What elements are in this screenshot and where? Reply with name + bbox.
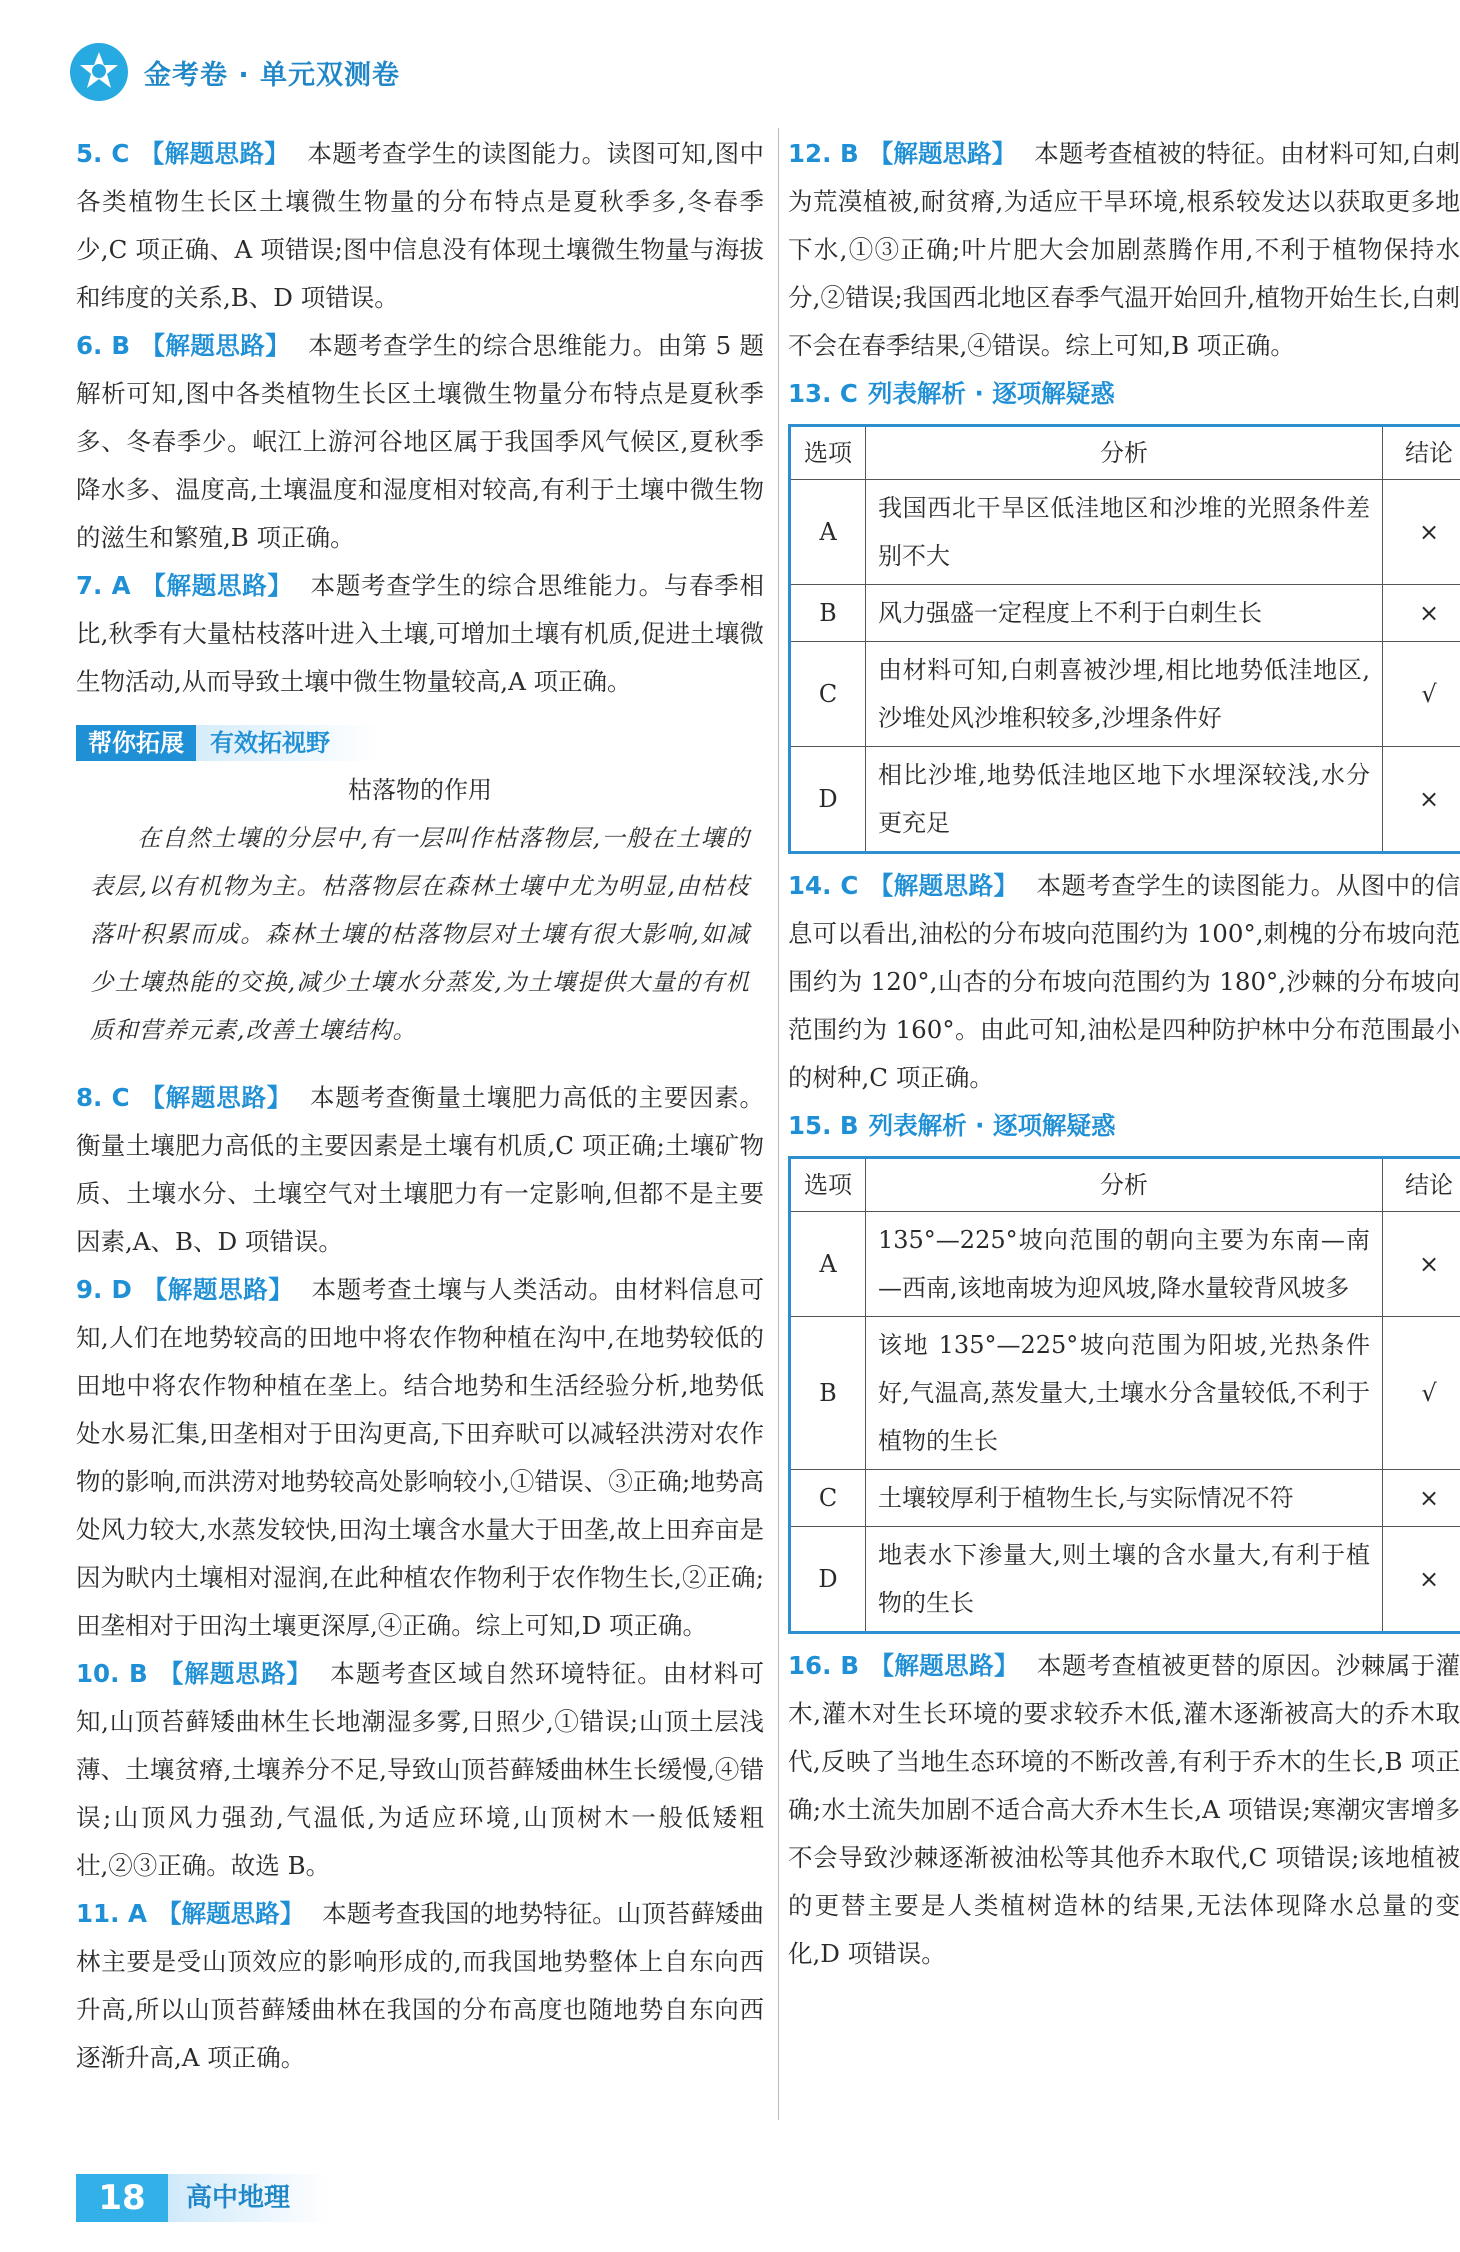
table-row: D 地表水下渗量大,则土壤的含水量大,有利于植物的生长 × (790, 1527, 1460, 1633)
table-row: D 相比沙堆,地势低洼地区地下水埋深较浅,水分更充足 × (790, 747, 1460, 853)
analysis-table-15 (788, 1156, 1460, 1634)
extension-subtitle: 有效拓视野 (196, 725, 380, 761)
table-row: A 我国西北干旱区低洼地区和沙堆的光照条件差别不大 × (790, 480, 1460, 585)
page-footer (76, 2168, 330, 2228)
page-header (70, 44, 400, 100)
table-row: B 该地 135°—225°坡向范围为阳坡,光热条件好,气温高,蒸发量大,土壤水分含量较低,不利于植物的生长 √ (790, 1317, 1460, 1470)
extension-title: 枯落物的作用 (348, 776, 492, 804)
table-row: B 风力强盛一定程度上不利于白刺生长 × (790, 585, 1460, 642)
brand-title: 金考卷 · 单元双测卷 (144, 59, 401, 91)
answer-13-heading: 13. C 列表解析 · 逐项解疑惑 (788, 379, 1115, 408)
answer-9: 9. D 【解题思路】 本题考查土壤与人类活动。由材料信息可知,人们在地势较高的田地中将农作物种植在沟中,在地势较低的田地中将农作物种植在垄上。结合地势和生活经验分析,地势低处水易汇集,田垄相对于田沟更高,下田弃畎可以减轻洪涝对农作物的影响,而洪涝对地势较高处影响较小,①错误、③正确;地势高处风力较大,水蒸发较快,田沟土壤含水量大于田垄,故上田弃亩是因为畎内土壤相对湿润,在此种植农作物利于农作物生长,②正确;田垄相对于田沟土壤更深厚,④正确。综上可知,D 项正确。 (76, 1275, 765, 1640)
table-row: A 135°—225°坡向范围的朝向主要为东南—南—西南,该地南坡为迎风坡,降水量较背风坡多 × (790, 1212, 1460, 1317)
table-row: C 由材料可知,白刺喜被沙埋,相比地势低洼地区,沙堆处风沙堆积较多,沙埋条件好 √ (790, 642, 1460, 747)
logo-icon (70, 43, 128, 101)
left-column (76, 130, 764, 2082)
page-number: 18 (76, 2174, 168, 2222)
answer-10: 10. B 【解题思路】 本题考查区域自然环境特征。由材料可知,山顶苔藓矮曲林生长地潮湿多雾,日照少,①错误;山顶土层浅薄、土壤贫瘠,土壤养分不足,导致山顶苔藓矮曲林生长缓慢,④错误;山顶风力强劲,气温低,为适应环境,山顶树木一般低矮粗壮,②③正确。故选 B。 (76, 1659, 765, 1880)
answer-5: 5. C 【解题思路】 本题考查学生的读图能力。读图可知,图中各类植物生长区土壤微生物量的分布特点是夏秋季多,冬春季少,C 项正确、A 项错误;图中信息没有体现土壤微生物量与海拔和纬度的关系,B、D 项错误。 (76, 139, 765, 312)
answer-12: 12. B 【解题思路】 本题考查植被的特征。由材料可知,白刺为荒漠植被,耐贫瘠,为适应干旱环境,根系较发达以获取更多地下水,①③正确;叶片肥大会加剧蒸腾作用,不利于植物保持水分,②错误;我国西北地区春季气温开始回升,植物开始生长,白刺不会在春季结果,④错误。综上可知,B 项正确。 (788, 139, 1460, 360)
table-row: C 土壤较厚利于植物生长,与实际情况不符 × (790, 1470, 1460, 1527)
extension-tag: 帮你拓展 (76, 725, 196, 761)
table-header-row: 选项 分析 结论 (790, 426, 1460, 480)
answer-14: 14. C 【解题思路】 本题考查学生的读图能力。从图中的信息可以看出,油松的分布坡向范围约为 100°,刺槐的分布坡向范围约为 120°,山杏的分布坡向范围约为 180°,沙棘的分布坡向范围约为 160°。由此可知,油松是四种防护林中分布范围最小的树种,C 项正确。 (788, 871, 1460, 1092)
table-header-row: 选项 分析 结论 (790, 1158, 1460, 1212)
answer-8: 8. C 【解题思路】 本题考查衡量土壤肥力高低的主要因素。衡量土壤肥力高低的主要因素是土壤有机质,C 项正确;土壤矿物质、土壤水分、土壤空气对土壤肥力有一定影响,但都不是主要因素,A、B、D 项错误。 (76, 1083, 765, 1256)
extension-body: 在自然土壤的分层中,有一层叫作枯落物层,一般在土壤的表层,以有机物为主。枯落物层在森林土壤中尤为明显,由枯枝落叶积累而成。森林土壤的枯落物层对土壤有很大影响,如减少土壤热能的交换,减少土壤水分蒸发,为土壤提供大量的有机质和营养元素,改善土壤结构。 (90, 824, 750, 1044)
column-divider (778, 128, 779, 2120)
analysis-table-13 (788, 424, 1460, 854)
extension-header (76, 724, 764, 762)
answer-6: 6. B 【解题思路】 本题考查学生的综合思维能力。由第 5 题解析可知,图中各类植物生长区土壤微生物量分布特点是夏秋季多、冬春季少。岷江上游河谷地区属于我国季风气候区,夏秋季降水多、温度高,土壤温度和湿度相对较高,有利于土壤中微生物的滋生和繁殖,B 项正确。 (76, 331, 764, 552)
answer-15-heading: 15. B 列表解析 · 逐项解疑惑 (788, 1111, 1116, 1140)
answer-11: 11. A 【解题思路】 本题考查我国的地势特征。山顶苔藓矮曲林主要是受山顶效应的影响形成的,而我国地势整体上自东向西升高,所以山顶苔藓矮曲林在我国的分布高度也随地势自东向西逐渐升高,A 项正确。 (76, 1899, 764, 2072)
answer-16: 16. B 【解题思路】 本题考查植被更替的原因。沙棘属于灌木,灌木对生长环境的要求较乔木低,灌木逐渐被高大的乔木取代,反映了当地生态环境的不断改善,有利于乔木的生长,B 项正确;水土流失加剧不适合高大乔木生长,A 项错误;寒潮灾害增多不会导致沙棘逐渐被油松等其他乔木取代,C 项错误;该地植被的更替主要是人类植树造林的结果,无法体现降水总量的变化,D 项错误。 (788, 1651, 1460, 1968)
right-column (788, 130, 1460, 1978)
answer-7: 7. A 【解题思路】 本题考查学生的综合思维能力。与春季相比,秋季有大量枯枝落叶进入土壤,可增加土壤有机质,促进土壤微生物活动,从而导致土壤中微生物量较高,A 项正确。 (76, 571, 765, 696)
subject-label: 高中地理 (168, 2174, 330, 2222)
